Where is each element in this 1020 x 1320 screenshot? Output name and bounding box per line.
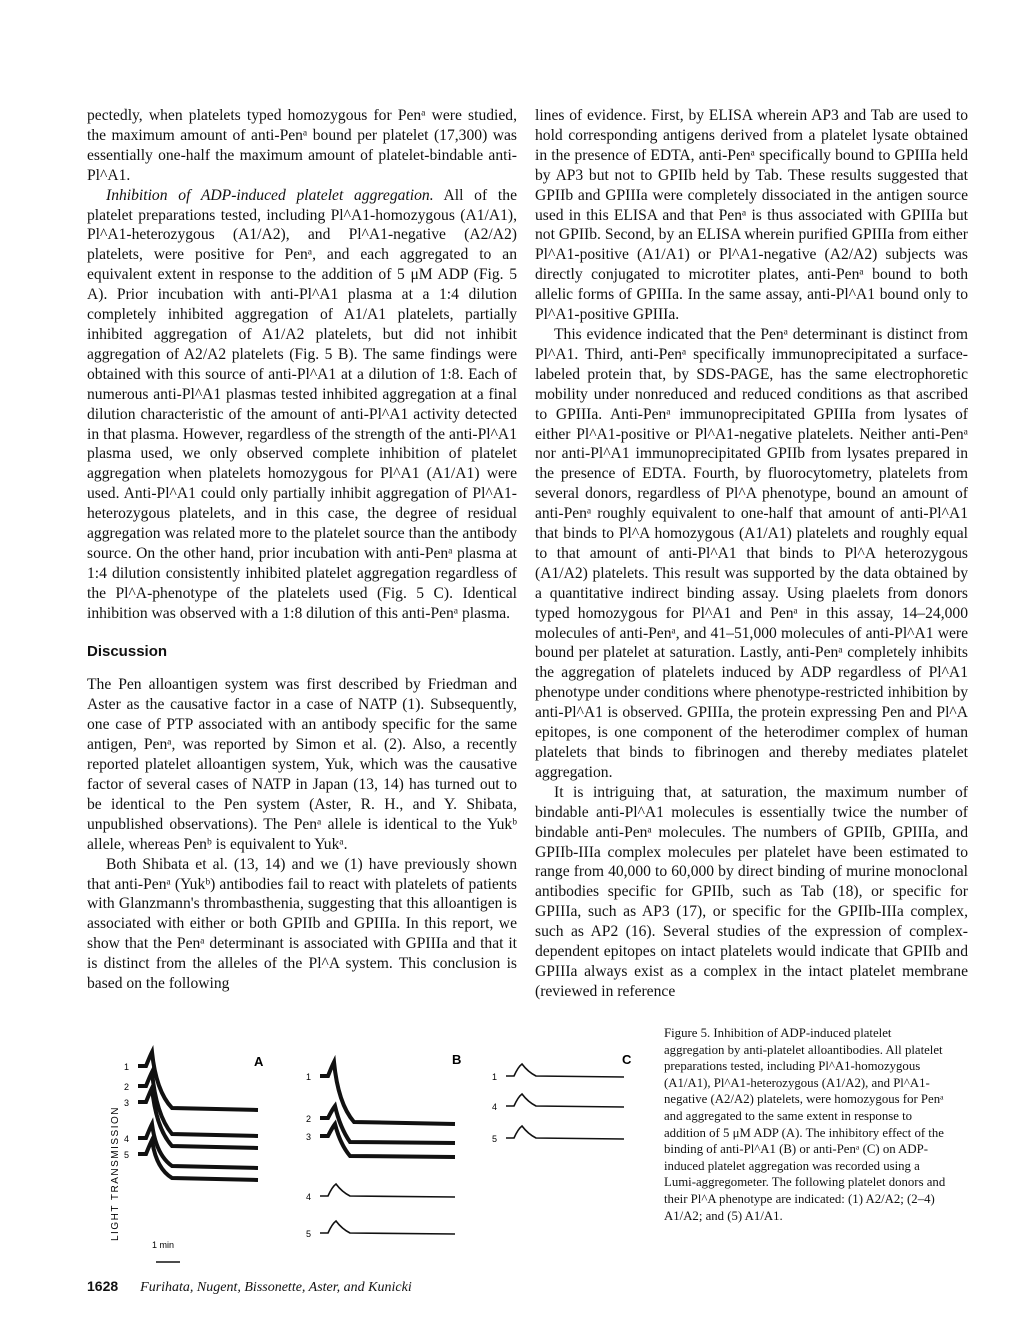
trace-label: 3 <box>306 1132 312 1142</box>
trace-label: 5 <box>306 1229 312 1239</box>
right-column <box>535 106 968 1002</box>
trace-label: 3 <box>124 1098 130 1108</box>
aggregation-trace <box>320 1184 455 1197</box>
paragraph: The Pen alloantigen system was first described by Friedman and Aster as the causative factor in a case of NATP (1). Subsequently, one case of PTP associated with an antibody specific for the same antigen, Penᵃ, was reported by Simon et al. (2). Also, a recently reported platelet alloantigen system, Yuk, which was the causative factor of several cases of NATP in Japan (13, 14) has turned out to be identical to the Pen system (Aster, R. H., and Y. Shibata, unpublished observations). The Penᵃ allele is identical to the Yukᵇ allele, whereas Penᵇ is equivalent to Yukᵃ. <box>87 676 517 853</box>
aggregation-trace <box>320 1062 455 1124</box>
y-axis-label: LIGHT TRANSMISSION <box>110 1106 121 1241</box>
panel-label: A <box>254 1054 264 1069</box>
run-in-heading: Inhibition of ADP-induced platelet aggregation. <box>106 186 434 204</box>
trace-label: 2 <box>124 1082 130 1092</box>
panel-b-traces <box>306 1062 455 1239</box>
aggregation-trace <box>506 1064 624 1077</box>
trace-label: 5 <box>492 1134 498 1144</box>
section-heading: Discussion <box>87 642 168 660</box>
running-authors: Furihata, Nugent, Bissonette, Aster, and Kunicki <box>140 1280 412 1295</box>
paragraph: lines of evidence. First, by ELISA wherein AP3 and Tab are used to hold corresponding antigens derived from a platelet lysate obtained in the presence of EDTA, anti-Penᵃ specifically bound to GPIIIa held by AP3 but not to GPIIb held by Tab. These results suggested that GPIIb and GPIIIa were completely dissociated in the antigen source used in this ELISA and that Penᵃ is thus associated with GPIIIa but not GPIIb. Second, by an ELISA wherein purified GPIIIa from either Pl^A1-positive (A1/A1) or Pl^A1-negative (A2/A2) subjects was directly conjugated to microtiter plates, anti-Penᵃ bound to both allelic forms of GPIIIa. In the same assay, anti-Pl^A1 bound only to Pl^A1-positive GPIIIa. <box>535 107 968 324</box>
aggregation-trace <box>506 1126 624 1139</box>
panel-c-traces <box>492 1064 624 1144</box>
trace-label: 4 <box>124 1134 130 1144</box>
page-footer <box>87 1278 412 1296</box>
paragraph: This evidence indicated that the Penᵃ determinant is distinct from Pl^A1. Third, anti-Penᵃ specifically immunoprecipitated a surface-labeled protein that, by SDS-PAGE, has the same electrophoretic mobility under nonreduced and reduced conditions as that ascribed to GPIIIa. Anti-Penᵃ immunoprecipitated GPIIIa from lysates of either Pl^A1-positive or Pl^A1-negative platelets. Neither anti-Penᵃ nor anti-Pl^A1 immunoprecipitated GPIIb from lysates prepared in the presence of EDTA. Fourth, by fluorocytometry, platelets from several donors, regardless of Pl^A phenotype, bound an amount of anti-Penᵃ roughly equivalent to one-half that amount of anti-Pl^A1 that binds to Pl^A homozygous (A1/A1) platelets and roughly equal to that amount of anti-Pl^A1 that binds to Pl^A heterozygous (A1/A2) platelets. This result was supported by the data obtained by a quantitative indirect binding assay. Using plaelets from donors typed homozygous for Pl^A1 and Penᵃ in this assay, 14–24,000 molecules of anti-Penᵃ, and 41–51,000 molecules of anti-Pl^A1 were bound per platelet at saturation. Lastly, anti-Penᵃ completely inhibits the aggregation of platelets induced by ADP regardless of Pl^A1 phenotype under conditions where phenotype-restricted inhibition by anti-Pl^A1 is observed. GPIIIa, the protein expressing Pen and Pl^A epitopes, is one component of the heterodimer complex of human platelets that binds to fibrinogen and thereby mediates platelet aggregation. <box>535 325 968 781</box>
figure-5 <box>108 1026 648 1276</box>
left-column <box>87 106 517 994</box>
paragraph-body: All of the platelet preparations tested, including Pl^A1-homozygous (A1/A1), Pl^A1-heterozygous (A1/A2), and Pl^A1-negative (A2/A2) platelets, were positive for Penᵃ, and each aggregated to an equivalent extent in response to the addition of 5 μM ADP (Fig. 5 A). Prior incubation with anti-Pl^A1 plasma at a 1:4 dilution completely inhibited aggregation of A1/A1 platelets, partially inhibited aggregation of A1/A2 platelets, but did not inhibit aggregation of A2/A2 platelets (Fig. 5 B). The same findings were obtained with this source of anti-Pl^A1 at a dilution of 1:8. Each of numerous anti-Pl^A1 plasmas tested inhibited aggregation at a final dilution characteristic of the amount of anti-Pl^A1 activity detected in that plasma. However, regardless of the strength of the anti-Pl^A1 plasma used, we only observed complete inhibition of platelet aggregation when platelets homozygous for Pl^A1 (A1/A1) were used. Anti-Pl^A1 could only partially inhibit aggregation of Pl^A1-heterozygous platelets, and in this case, the degree of residual aggregation was related more to the platelet source than the antibody source. On the other hand, prior incubation with anti-Penᵃ plasma at 1:4 dilution consistently inhibited platelet aggregation regardless of the Pl^A-phenotype of the platelets used (Fig. 5 C). Identical inhibition was observed with a 1:8 dilution of this anti-Penᵃ plasma. <box>87 186 517 622</box>
panel-label: B <box>452 1052 462 1067</box>
paragraph <box>87 186 517 624</box>
trace-label: 2 <box>306 1114 312 1124</box>
trace-label: 1 <box>124 1062 130 1072</box>
scale-label: 1 min <box>152 1240 175 1250</box>
aggregation-trace <box>506 1094 624 1107</box>
aggregation-trace <box>320 1221 455 1234</box>
trace-label: 4 <box>306 1192 312 1202</box>
trace-label: 1 <box>492 1072 498 1082</box>
paragraph: pectedly, when platelets typed homozygous for Penᵃ were studied, the maximum amount of anti-Penᵃ bound per platelet (17,300) was essentially one-half the maximum amount of platelet-bindable anti-Pl^A1. <box>87 107 517 184</box>
trace-label: 5 <box>124 1150 130 1160</box>
figure-caption: Figure 5. Inhibition of ADP-induced platelet aggregation by anti-platelet alloantibodies. All platelet preparations tested, including Pl^A1-homozygous (A1/A1), Pl^A1-heterozygous (A1/A2), and Pl^A1-negative (A2/A2) platelets, were homozygous for Penᵃ and aggregated to the same extent in response to addition of 5 μM ADP (A). The inhibitory effect of the binding of anti-Pl^A1 (B) or anti-Penᵃ (C) on ADP-induced platelet aggregation was recorded using a Lumi-aggregometer. The following platelet donors and their Pl^A phenotype are indicated: (1) A2/A2; (2–4) A1/A2; and (5) A1/A1. <box>664 1026 946 1223</box>
panel-a-traces <box>124 1052 258 1180</box>
aggregation-traces <box>108 1026 648 1276</box>
paragraph: It is intriguing that, at saturation, the maximum number of bindable anti-Pl^A1 molecules is essentially twice the number of bindable anti-Penᵃ molecules. The numbers of GPIIb, GPIIIa, and GPIIb-IIIa complex molecules per platelet have been estimated to range from 40,000 to 60,000 by direct binding of murine monoclonal antibodies specific for GPIIb, such as Tab (18), or specific for GPIIIa, such as AP3 (17), or specific for the GPIIb-IIIa complex, such as AP2 (16). Several studies of the expression of complex-dependent epitopes on intact platelets would indicate that GPIIb and GPIIIa always exist as a complex in the intact platelet membrane (reviewed in reference <box>535 783 968 1000</box>
panel-label: C <box>622 1052 632 1067</box>
trace-label: 1 <box>306 1072 312 1082</box>
paragraph: Both Shibata et al. (13, 14) and we (1) have previously shown that anti-Penᵃ (Yukᵇ) antibodies fail to react with platelets of patients with Glanzmann's thrombasthenia, suggesting that this alloantigen is associated with either or both GPIIb and GPIIIa. In this report, we show that the Penᵃ determinant is associated with GPIIIa and that it is distinct from the alleles of the Pl^A system. This conclusion is based on the following <box>87 855 517 993</box>
trace-label: 4 <box>492 1102 498 1112</box>
page-number: 1628 <box>87 1278 119 1294</box>
